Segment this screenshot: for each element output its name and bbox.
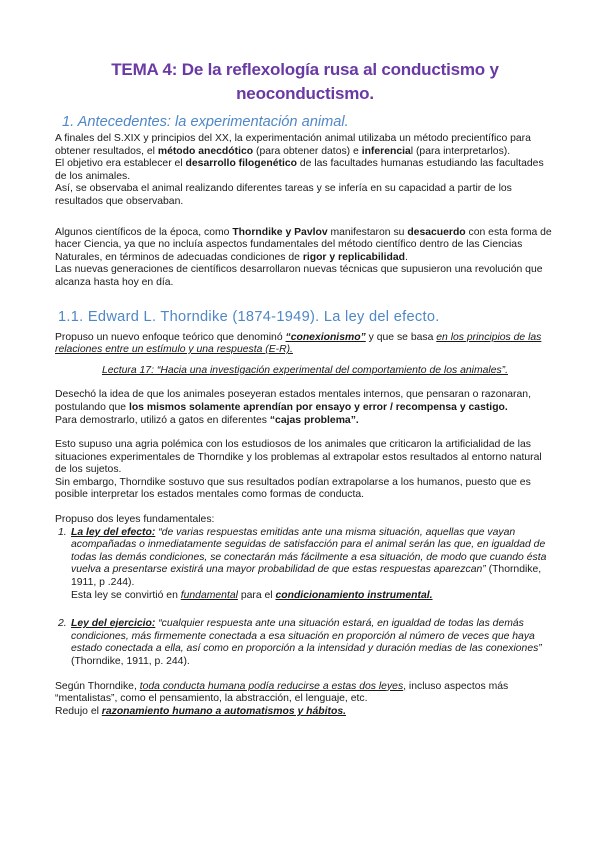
- paragraph-observacion: Así, se observaba el animal realizando diferentes tareas y se infería en su capacidad a partir de los resultados que observaban.: [55, 183, 512, 207]
- paragraph-nuevas-generaciones: Las nuevas generaciones de científicos desarrollaron nuevas técnicas que supusieron una revolución que alcanza hasta hoy en día.: [55, 264, 543, 288]
- section-heading-thorndike: 1.1. Edward L. Thorndike (1874-1949). La ley del efecto.: [58, 308, 440, 325]
- paragraph-cajas-problema: Para demostrarlo, utilizó a gatos en diferentes “cajas problema”.: [55, 414, 359, 426]
- law-name-efecto: La ley del efecto:: [71, 526, 156, 538]
- law-item-efecto: 1. La ley del efecto: “de varias respuestas emitidas ante una misma situación, aquellas que vayan acompañadas o inmediatamente seguidas de satisfacción para el animal serán las que, en igualdad de todas las demás condiciones, se conectarán más fácilmente a esa situación, de modo que cuando ésta vuelva a presentarse existirá una mayor probabilidad de que estas respuestas aparezcan” (Thorndike, 1911, p .244). Esta ley se convirtió en fundamental para el condicionamiento instrumental.: [58, 526, 547, 601]
- paragraph-desarrollo-filogenetico: El objetivo era establecer el desarrollo filogenético de las facultades humanas estudiando las facultades de los animales.: [55, 158, 544, 182]
- law-name-ejercicio: Ley del ejercicio:: [71, 618, 156, 630]
- laws-list: [55, 527, 555, 669]
- paragraph-reduccion: Según Thorndike, toda conducta humana podía reducirse a estas dos leyes, incluso aspectos más “mentalistas”, como el pensamiento, la abstracción, el lenguaje, etc.: [55, 680, 509, 705]
- paragraph-ensayo-error: Desechó la idea de que los animales poseyeran estados mentales internos, que pensaran o razonaran, postulando que los mismos solamente aprendían por ensayo y error / recompensa y castigo.: [55, 389, 531, 413]
- lectura-reference: Lectura 17: “Hacia una investigación experimental del comportamiento de los animales”.: [101, 364, 509, 376]
- paragraph-polemica: Esto supuso una agria polémica con los estudiosos de los animales que criticaron la artificialidad de las situaciones experimentales de Thorndike y los problemas al extrapolar estos resultados al entorno natural de los sujetos.: [55, 439, 542, 476]
- document-title: TEMA 4: De la reflexología rusa al conductismo y neoconductismo.: [111, 60, 499, 103]
- law-item-ejercicio: 2. Ley del ejercicio: “cualquier respuesta ante una situación estará, en igualdad de todas las demás condiciones, más firmemente conectada a esa situación en proporción al número de veces que haya estado conectada a ella, así como en proporción a la intensidad y duración medias de las conexiones” (Thorndike, 1911, p. 244).: [58, 618, 542, 667]
- paragraph-conexionismo: Propuso un nuevo enfoque teórico que denominó “conexionismo” y que se basa en los principios de las relaciones entre un estímulo y una respuesta (E-R).: [55, 331, 542, 356]
- section-heading-antecedentes: 1. Antecedentes: la experimentación animal.: [62, 114, 349, 130]
- laws-intro: Propuso dos leyes fundamentales:: [55, 514, 215, 526]
- paragraph-metodo-anecdotico: A finales del S.XIX y principios del XX, la experimentación animal utilizaba un método precientífico para obtener resultados, el método anecdótico (para obtener datos) e inferencial (para interpretarlos).: [55, 133, 531, 157]
- paragraph-thorndike-pavlov: Algunos científicos de la época, como Thorndike y Pavlov manifestaron su desacuerdo con esta forma de hacer Ciencia, ya que no incluía aspectos fundamentales del método científico dentro de las Ciencias Naturales, en términos de adecuadas condiciones de rigor y replicabilidad.: [55, 226, 552, 263]
- document-page: [55, 58, 555, 718]
- paragraph-automatismos: Redujo el razonamiento humano a automatismos y hábitos.: [55, 705, 347, 717]
- paragraph-extrapolacion: Sin embargo, Thorndike sostuvo que sus resultados podían extrapolarse a los humanos, puesto que es posible interpretar los estados mentales como formas de conducta.: [55, 476, 531, 501]
